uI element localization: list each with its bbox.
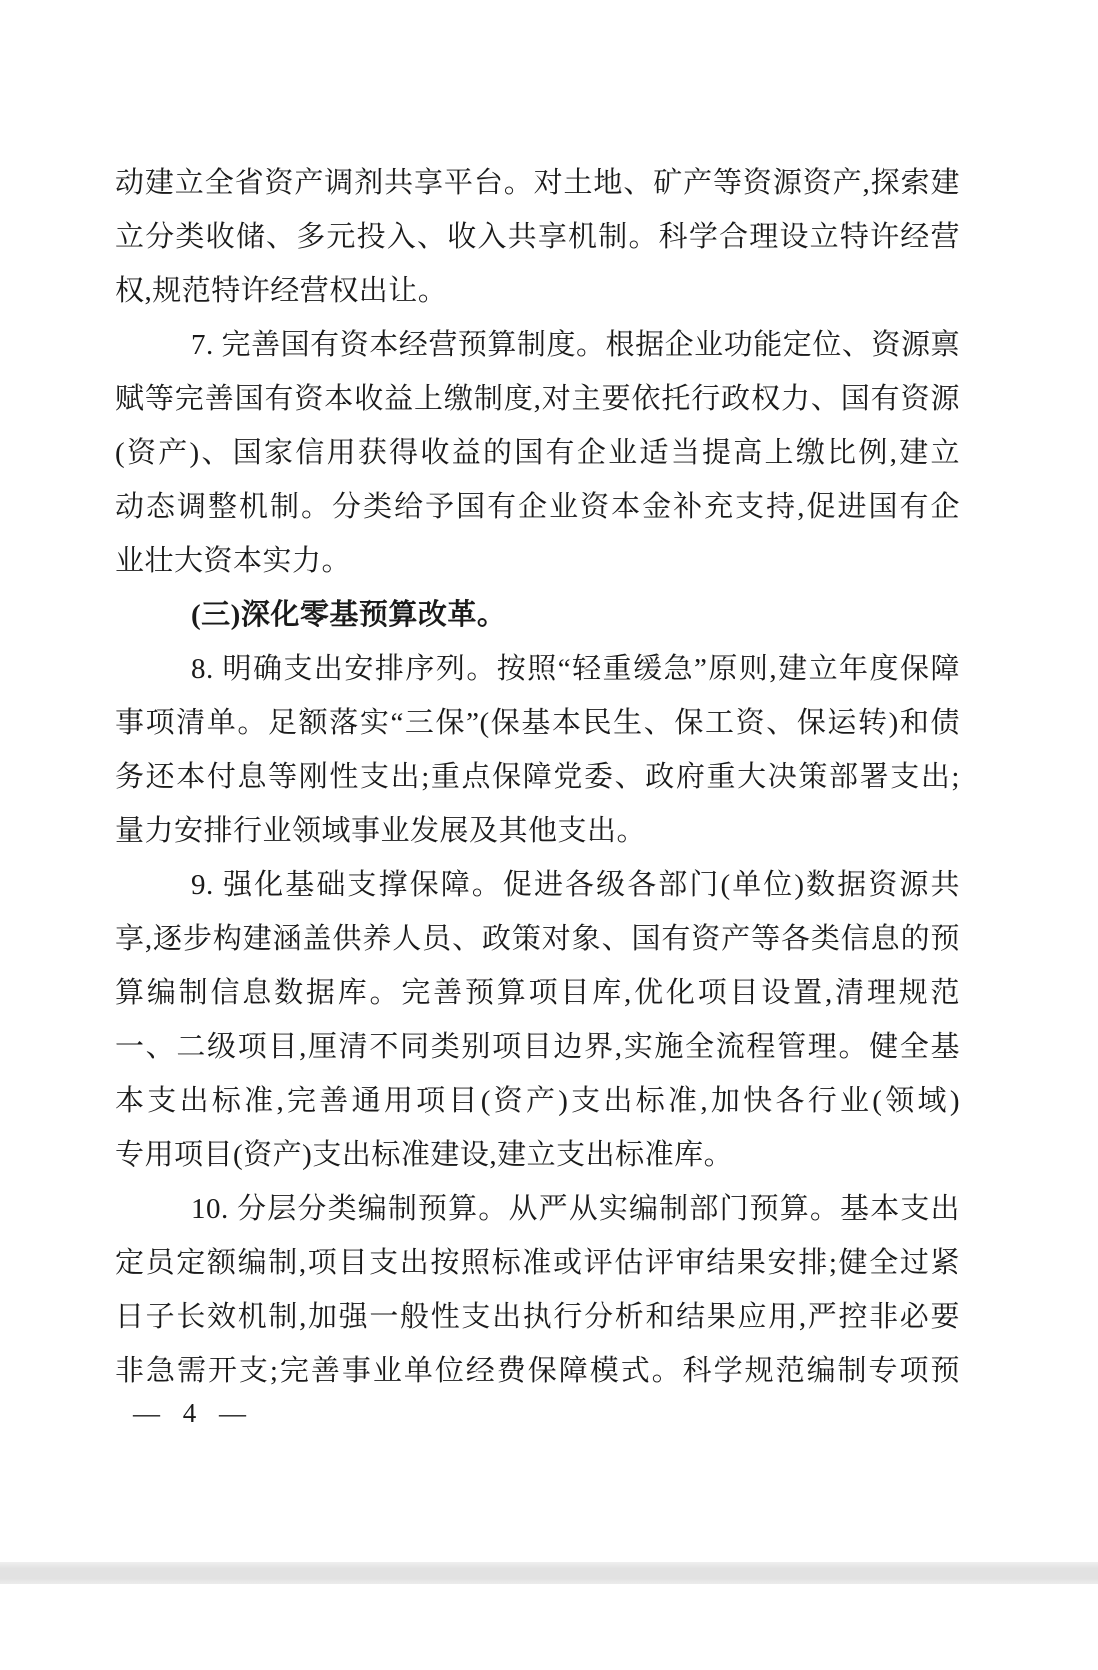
- text-line: 量力安排行业领域事业发展及其他支出。: [115, 815, 647, 847]
- text-line: 一、二级项目,厘清不同类别项目边界,实施全流程管理。健全基: [115, 1031, 960, 1063]
- text-line: 10. 分层分类编制预算。从严从实编制部门预算。基本支出: [191, 1193, 960, 1225]
- text-line: 立分类收储、多元投入、收入共享机制。科学合理设立特许经营: [115, 221, 960, 253]
- text-line: (三)深化零基预算改革。: [191, 599, 507, 631]
- text-line: 事项清单。足额落实“三保”(保基本民生、保工资、保运转)和债: [115, 707, 960, 739]
- text-line: 非急需开支;完善事业单位经费保障模式。科学规范编制专项预: [115, 1355, 960, 1387]
- text-line: 业壮大资本实力。: [115, 545, 352, 577]
- text-line: 权,规范特许经营权出让。: [115, 275, 448, 307]
- text-block: [115, 156, 960, 1398]
- text-line: 8. 明确支出安排序列。按照“轻重缓急”原则,建立年度保障: [191, 653, 960, 685]
- text-line: (资产)、国家信用获得收益的国有企业适当提高上缴比例,建立: [115, 437, 960, 469]
- text-line: 本支出标准,完善通用项目(资产)支出标准,加快各行业(领域): [115, 1085, 960, 1117]
- text-line: 日子长效机制,加强一般性支出执行分析和结果应用,严控非必要: [115, 1301, 960, 1333]
- page-number: — 4 —: [133, 1398, 250, 1428]
- text-line: 7. 完善国有资本经营预算制度。根据企业功能定位、资源禀: [191, 329, 960, 361]
- text-line: 赋等完善国有资本收益上缴制度,对主要依托行政权力、国有资源: [115, 383, 960, 415]
- text-line: 动态调整机制。分类给予国有企业资本金补充支持,促进国有企: [115, 491, 960, 523]
- page-gap-divider: [0, 1562, 1098, 1584]
- text-line: 享,逐步构建涵盖供养人员、政策对象、国有资产等各类信息的预: [115, 923, 960, 955]
- text-line: 算编制信息数据库。完善预算项目库,优化项目设置,清理规范: [115, 977, 960, 1009]
- text-line: 务还本付息等刚性支出;重点保障党委、政府重大决策部署支出;: [115, 761, 960, 793]
- text-line: 定员定额编制,项目支出按照标准或评估评审结果安排;健全过紧: [115, 1247, 960, 1279]
- text-line: 9. 强化基础支撑保障。促进各级各部门(单位)数据资源共: [191, 869, 960, 901]
- text-line: 专用项目(资产)支出标准建设,建立支出标准库。: [115, 1139, 734, 1171]
- text-line: 动建立全省资产调剂共享平台。对土地、矿产等资源资产,探索建: [115, 167, 960, 199]
- document-page-5-top: [0, 1584, 1098, 1670]
